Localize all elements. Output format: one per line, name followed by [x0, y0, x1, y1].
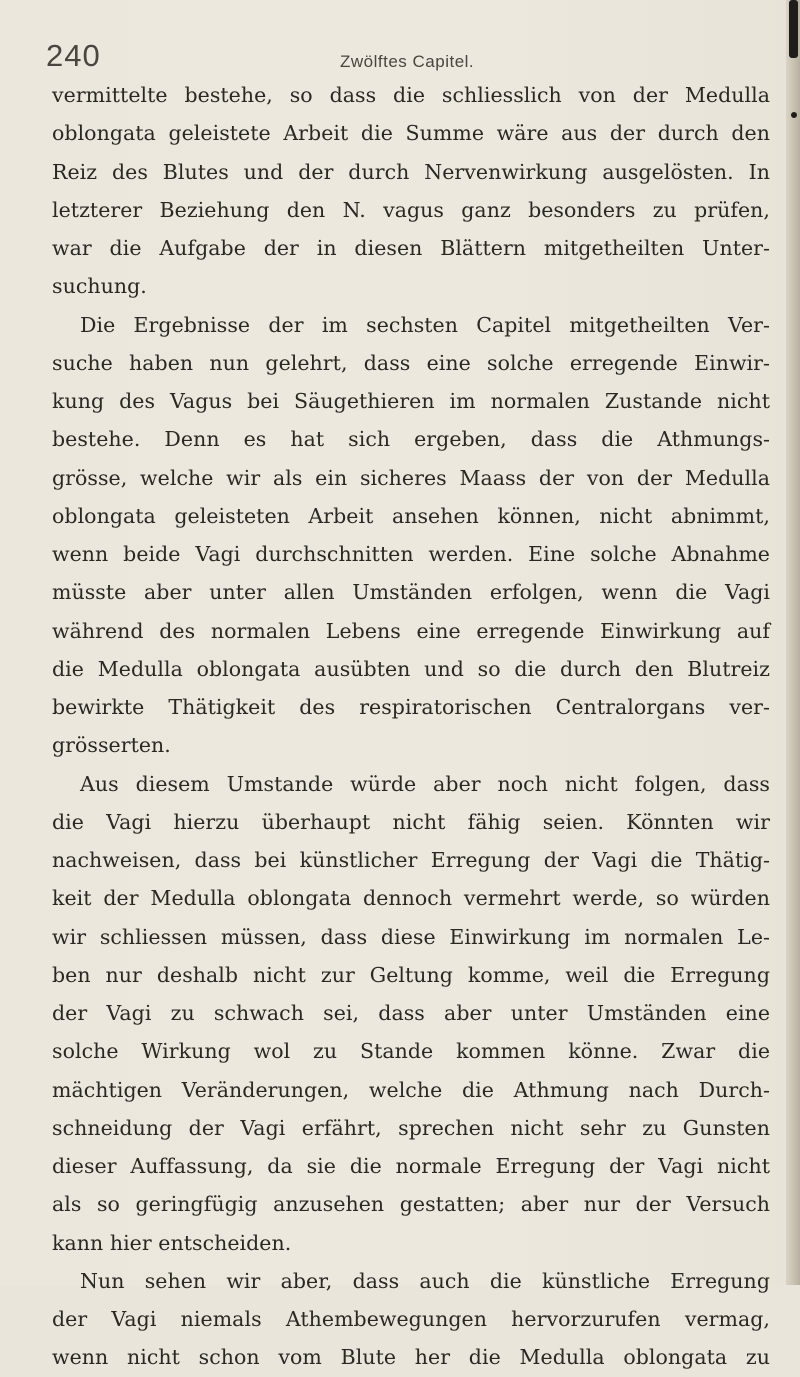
text-line: letzterer Beziehung den N. vagus ganz besonders zu prüfen,: [52, 197, 770, 222]
text-line: keit der Medulla oblongata dennoch vermehrt werde, so würden: [52, 886, 770, 911]
text-line: ben nur deshalb nicht zur Geltung komme, weil die Erregung: [52, 962, 770, 987]
text-line: müsste aber unter allen Umständen erfolgen, wenn die Vagi: [52, 580, 770, 605]
text-line: während des normalen Lebens eine erregende Einwirkung auf: [52, 618, 770, 643]
text-line: oblongata geleisteten Arbeit ansehen können, nicht abnimmt,: [52, 503, 770, 528]
paragraph-start: Aus diesem Umstande würde aber noch nicht folgen, dass: [80, 771, 770, 796]
text-line: nachweisen, dass bei künstlicher Erregung der Vagi die Thätig-: [52, 848, 770, 872]
text-line: solche Wirkung wol zu Stande kommen könne. Zwar die: [52, 1039, 770, 1064]
text-line: vermittelte bestehe, so dass die schliesslich von der Medulla: [52, 83, 770, 107]
page-number: 240: [46, 38, 101, 73]
text-line: bestehe. Denn es hat sich ergeben, dass die Athmungs-: [52, 427, 770, 452]
text-line: Reiz des Blutes und der durch Nervenwirkung ausgelösten. In: [52, 159, 770, 184]
text-line: als so geringfügig anzusehen gestatten; aber nur der Versuch: [52, 1192, 770, 1217]
text-line: der Vagi zu schwach sei, dass aber unter Umständen eine: [52, 1001, 770, 1025]
text-line: kung des Vagus bei Säugethieren im normalen Zustande nicht: [52, 389, 770, 413]
text-line: grösserten.: [52, 733, 171, 758]
page-header: [0, 38, 800, 78]
text-line: grösse, welche wir als ein sicheres Maass der von der Medulla: [52, 465, 770, 490]
text-line: oblongata geleistete Arbeit die Summe wäre aus der durch den: [52, 121, 770, 146]
text-line: wenn beide Vagi durchschnitten werden. Eine solche Abnahme: [52, 542, 770, 566]
body-text: [52, 76, 770, 1377]
page-edge: [786, 0, 800, 1285]
text-line: die Vagi hierzu überhaupt nicht fähig seien. Könnten wir: [52, 809, 770, 834]
text-line: bewirkte Thätigkeit des respiratorischen Centralorgans ver-: [52, 695, 770, 719]
text-line: wenn nicht schon vom Blute her die Medulla oblongata zu: [52, 1345, 770, 1370]
text-line: wir schliessen müssen, dass diese Einwirkung im normalen Le-: [52, 924, 770, 949]
text-line: war die Aufgabe der in diesen Blättern mitgetheilten Unter-: [52, 236, 770, 260]
paragraph-start: Die Ergebnisse der im sechsten Capitel mitgetheilten Ver-: [80, 312, 770, 337]
paragraph-start: Nun sehen wir aber, dass auch die künstliche Erregung: [80, 1268, 770, 1293]
text-line: suchung.: [52, 274, 147, 299]
edge-mark: [791, 112, 797, 118]
text-line: schneidung der Vagi erfährt, sprechen nicht sehr zu Gunsten: [52, 1115, 770, 1140]
running-head: Zwölftes Capitel.: [340, 52, 475, 71]
text-line: mächtigen Veränderungen, welche die Athmung nach Durch-: [52, 1077, 770, 1102]
text-line: die Medulla oblongata ausübten und so die durch den Blutreiz: [52, 656, 770, 681]
text-line: kann hier entscheiden.: [52, 1230, 292, 1255]
text-line: dieser Auffassung, da sie die normale Erregung der Vagi nicht: [52, 1154, 770, 1178]
text-line: der Vagi niemals Athembewegungen hervorzurufen vermag,: [52, 1307, 770, 1331]
text-line: suche haben nun gelehrt, dass eine solche erregende Einwir-: [52, 350, 770, 375]
